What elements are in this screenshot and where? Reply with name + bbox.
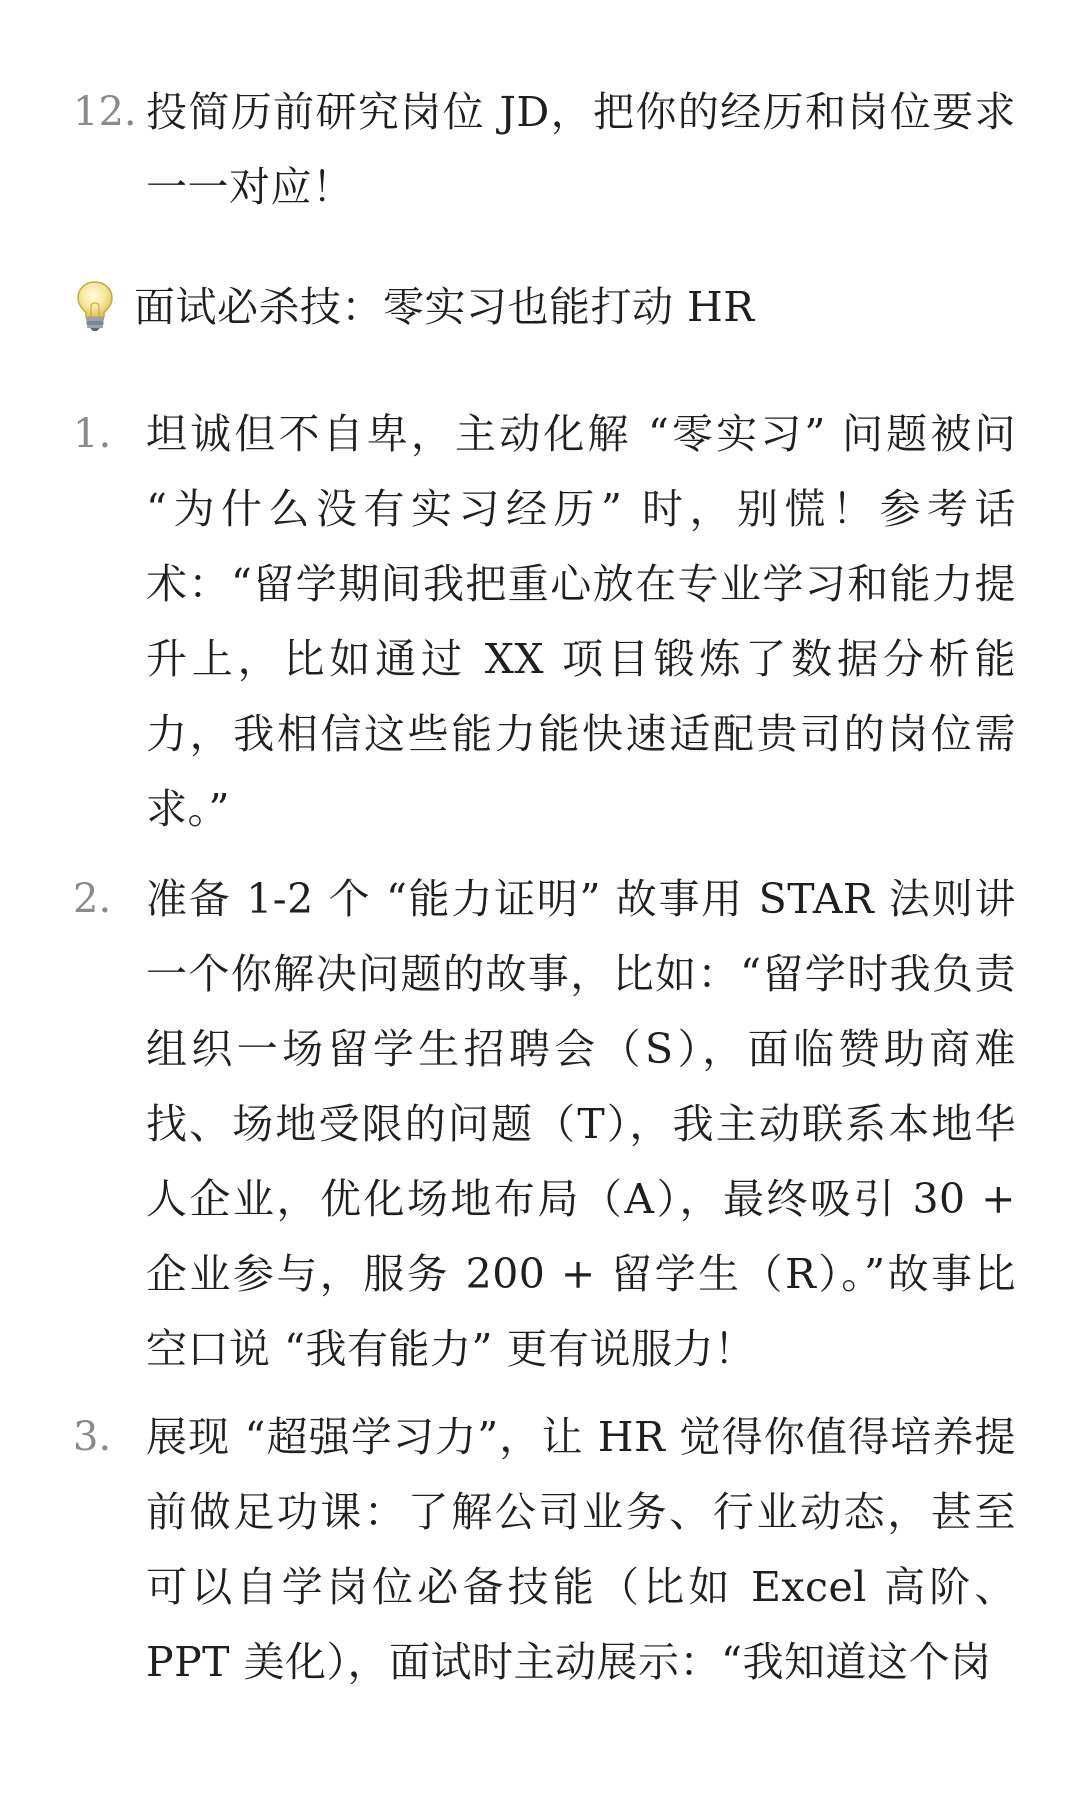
tip-heading [76,270,755,345]
list-number: 2. [73,876,112,922]
list-item-text: 准备 1-2 个 “能力证明” 故事用 STAR 法则讲一个你解决问题的故事，比如：“留学时我负责组织一场留学生招聘会（S），面临赞助商难找、场地受限的问题（T），我主动联系本地华人企业，优化场地布局（A），最终吸引 30 + 企业参与，服务 200 + 留学生（R）。”故事比空口说 “我有能力” 更有说服力！ [146,875,1016,1373]
list-item-text: 坦诚但不自卑，主动化解 “零实习” 问题被问 “为什么没有实习经历” 时，别慌！参考话术：“留学期间我把重心放在专业学习和能力提升上，比如通过 XX 项目锻炼了数据分析能力，我相信这些能力能快速适配贵司的岗位需求。” [146,410,1016,833]
list-item-text: 展现 “超强学习力”，让 HR 觉得你值得培养提前做足功课：了解公司业务、行业动态，甚至可以自学岗位必备技能（比如 Excel 高阶、PPT 美化），面试时主动展示：“我知道这个岗 [146,1413,1016,1686]
list-item-text: 投简历前研究岗位 JD，把你的经历和岗位要求一一对应！ [146,88,1016,211]
list-number: 1. [73,411,112,457]
list-number: 12. [73,89,137,135]
lightbulb-icon [76,280,134,336]
tip-title: 面试必杀技：零实习也能打动 HR [134,283,755,331]
list-number: 3. [73,1414,112,1460]
